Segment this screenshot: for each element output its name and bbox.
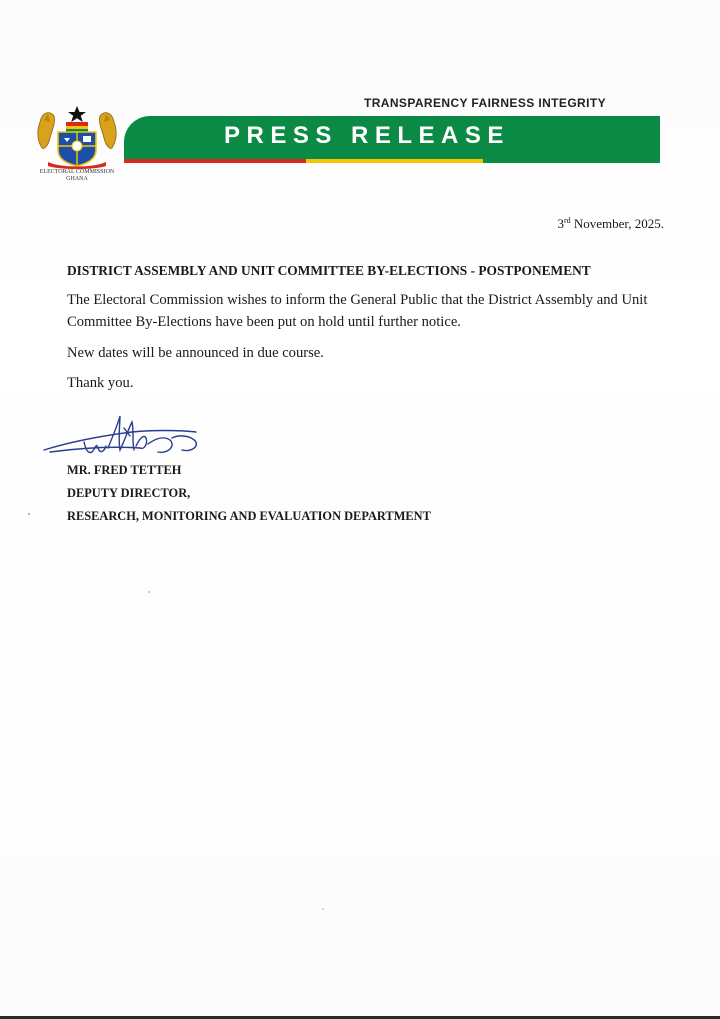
scan-speck xyxy=(28,513,30,515)
logo-caption-line2: GHANA xyxy=(66,176,88,182)
release-date xyxy=(557,216,664,232)
scan-speck xyxy=(148,591,150,593)
stripe-green xyxy=(483,159,660,163)
stripe-gold xyxy=(306,159,483,163)
date-day: 3 xyxy=(557,216,564,231)
signatory-title: DEPUTY DIRECTOR, xyxy=(67,486,191,500)
scan-speck xyxy=(322,908,324,910)
date-suffix: rd xyxy=(563,216,571,225)
signatory-name: MR. FRED TETTEH xyxy=(67,463,182,477)
signatory-department: RESEARCH, MONITORING AND EVALUATION DEPARTMENT xyxy=(67,509,431,523)
press-release-headline: DISTRICT ASSEMBLY AND UNIT COMMITTEE BY-ELECTIONS - POSTPONEMENT xyxy=(67,263,591,278)
date-rest: November, 2025. xyxy=(570,216,664,231)
banner-title: PRESS RELEASE xyxy=(224,122,510,149)
signatory-block xyxy=(67,459,431,528)
body-paragraph: New dates will be announced in due course. xyxy=(67,345,324,361)
flag-stripe xyxy=(124,159,660,163)
closing-line: Thank you. xyxy=(67,375,134,391)
ghana-coat-of-arms-icon xyxy=(34,104,120,170)
motto-text: TRANSPARENCY FAIRNESS INTEGRITY xyxy=(364,96,606,110)
body-paragraph: The Electoral Commission wishes to inform the General Public that the District Assembly and Unit Committee By-Elections have been put on hold until further notice. xyxy=(67,292,648,330)
logo-caption xyxy=(28,169,126,183)
logo-caption-line1: ELECTORAL COMMISSION xyxy=(39,169,115,175)
handwritten-signature xyxy=(40,408,210,464)
stripe-red xyxy=(124,159,306,163)
press-release-banner xyxy=(124,116,660,159)
